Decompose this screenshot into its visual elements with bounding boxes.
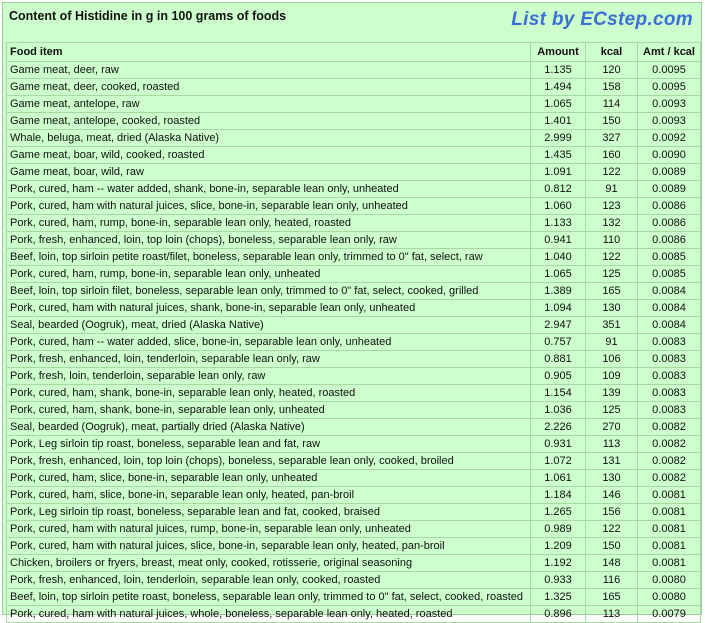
cell-amount: 1.435 [531, 147, 586, 164]
table-row [7, 351, 701, 368]
cell-amt-per-kcal: 0.0084 [638, 317, 701, 334]
cell-kcal: 148 [586, 555, 638, 572]
cell-food-item: Game meat, antelope, cooked, roasted [7, 113, 531, 130]
cell-kcal: 91 [586, 334, 638, 351]
brand-logo-text[interactable]: List by ECstep.com [511, 9, 693, 30]
cell-amount: 1.133 [531, 215, 586, 232]
table-row [7, 300, 701, 317]
cell-amt-per-kcal: 0.0081 [638, 521, 701, 538]
cell-food-item: Pork, fresh, enhanced, loin, top loin (chops), boneless, separable lean only, raw [7, 232, 531, 249]
table-row [7, 62, 701, 79]
cell-amount: 1.389 [531, 283, 586, 300]
cell-amount: 1.072 [531, 453, 586, 470]
table-row [7, 555, 701, 572]
cell-amount: 1.209 [531, 538, 586, 555]
cell-amt-per-kcal: 0.0092 [638, 130, 701, 147]
cell-amt-per-kcal: 0.0086 [638, 215, 701, 232]
cell-amount: 0.812 [531, 181, 586, 198]
table-row [7, 317, 701, 334]
cell-kcal: 156 [586, 504, 638, 521]
cell-kcal: 114 [586, 96, 638, 113]
cell-food-item: Pork, cured, ham, slice, bone-in, separable lean only, heated, pan-broil [7, 487, 531, 504]
cell-amount: 1.065 [531, 266, 586, 283]
table-row [7, 164, 701, 181]
table-row [7, 181, 701, 198]
cell-amount: 1.135 [531, 62, 586, 79]
table-body [7, 62, 701, 623]
cell-amount: 1.091 [531, 164, 586, 181]
cell-kcal: 150 [586, 113, 638, 130]
cell-food-item: Chicken, broilers or fryers, breast, meat only, cooked, rotisserie, original seasoning [7, 555, 531, 572]
header-kcal: kcal [586, 43, 638, 62]
cell-amount: 1.036 [531, 402, 586, 419]
cell-amt-per-kcal: 0.0082 [638, 453, 701, 470]
cell-amt-per-kcal: 0.0081 [638, 504, 701, 521]
cell-food-item: Pork, cured, ham with natural juices, shank, bone-in, separable lean only, unheated [7, 300, 531, 317]
cell-amt-per-kcal: 0.0082 [638, 419, 701, 436]
table-row [7, 538, 701, 555]
cell-amount: 1.494 [531, 79, 586, 96]
table-row [7, 470, 701, 487]
cell-food-item: Beef, loin, top sirloin petite roast, boneless, separable lean only, trimmed to 0" fat, select, cooked, roasted [7, 589, 531, 606]
cell-amt-per-kcal: 0.0089 [638, 164, 701, 181]
cell-kcal: 131 [586, 453, 638, 470]
cell-kcal: 160 [586, 147, 638, 164]
table-row [7, 249, 701, 266]
cell-kcal: 158 [586, 79, 638, 96]
cell-food-item: Seal, bearded (Oogruk), meat, dried (Alaska Native) [7, 317, 531, 334]
cell-food-item: Seal, bearded (Oogruk), meat, partially dried (Alaska Native) [7, 419, 531, 436]
cell-food-item: Pork, cured, ham, shank, bone-in, separable lean only, heated, roasted [7, 385, 531, 402]
cell-food-item: Pork, cured, ham -- water added, slice, bone-in, separable lean only, unheated [7, 334, 531, 351]
cell-amt-per-kcal: 0.0095 [638, 79, 701, 96]
cell-amt-per-kcal: 0.0081 [638, 487, 701, 504]
cell-amt-per-kcal: 0.0083 [638, 368, 701, 385]
table-row [7, 283, 701, 300]
table-row [7, 402, 701, 419]
cell-amt-per-kcal: 0.0090 [638, 147, 701, 164]
cell-amt-per-kcal: 0.0093 [638, 96, 701, 113]
table-row [7, 487, 701, 504]
table-row [7, 385, 701, 402]
cell-food-item: Pork, fresh, enhanced, loin, top loin (chops), boneless, separable lean only, cooked, broiled [7, 453, 531, 470]
cell-food-item: Pork, fresh, enhanced, loin, tenderloin, separable lean only, cooked, roasted [7, 572, 531, 589]
cell-kcal: 113 [586, 436, 638, 453]
cell-food-item: Pork, cured, ham, rump, bone-in, separable lean only, unheated [7, 266, 531, 283]
table-row [7, 232, 701, 249]
cell-amt-per-kcal: 0.0085 [638, 249, 701, 266]
cell-amount: 1.060 [531, 198, 586, 215]
content-frame [2, 2, 702, 620]
table-row [7, 266, 701, 283]
cell-amt-per-kcal: 0.0081 [638, 555, 701, 572]
table-row [7, 79, 701, 96]
table-row [7, 504, 701, 521]
cell-food-item: Whale, beluga, meat, dried (Alaska Native) [7, 130, 531, 147]
cell-amt-per-kcal: 0.0084 [638, 283, 701, 300]
cell-kcal: 122 [586, 249, 638, 266]
table-row [7, 147, 701, 164]
cell-food-item: Game meat, antelope, raw [7, 96, 531, 113]
cell-amount: 0.941 [531, 232, 586, 249]
cell-amount: 0.931 [531, 436, 586, 453]
page-title: Content of Histidine in g in 100 grams of foods [9, 9, 287, 23]
cell-kcal: 165 [586, 283, 638, 300]
cell-amount: 1.094 [531, 300, 586, 317]
cell-amt-per-kcal: 0.0085 [638, 266, 701, 283]
cell-amount: 1.065 [531, 96, 586, 113]
cell-amt-per-kcal: 0.0083 [638, 402, 701, 419]
table-row [7, 96, 701, 113]
cell-amt-per-kcal: 0.0093 [638, 113, 701, 130]
foods-table [6, 42, 701, 623]
cell-amt-per-kcal: 0.0081 [638, 538, 701, 555]
cell-amt-per-kcal: 0.0086 [638, 198, 701, 215]
cell-food-item: Game meat, deer, raw [7, 62, 531, 79]
cell-kcal: 106 [586, 351, 638, 368]
cell-kcal: 123 [586, 198, 638, 215]
cell-food-item: Pork, cured, ham, rump, bone-in, separable lean only, heated, roasted [7, 215, 531, 232]
cell-food-item: Pork, cured, ham, slice, bone-in, separable lean only, unheated [7, 470, 531, 487]
cell-amount: 0.896 [531, 606, 586, 623]
cell-food-item: Pork, Leg sirloin tip roast, boneless, separable lean and fat, cooked, braised [7, 504, 531, 521]
cell-food-item: Pork, cured, ham with natural juices, whole, boneless, separable lean only, heated, roasted [7, 606, 531, 623]
cell-amount: 2.947 [531, 317, 586, 334]
cell-kcal: 139 [586, 385, 638, 402]
table-header-row [7, 43, 701, 62]
table-row [7, 334, 701, 351]
cell-amt-per-kcal: 0.0086 [638, 232, 701, 249]
table-row [7, 419, 701, 436]
cell-amt-per-kcal: 0.0083 [638, 351, 701, 368]
cell-food-item: Pork, cured, ham, shank, bone-in, separable lean only, unheated [7, 402, 531, 419]
cell-kcal: 327 [586, 130, 638, 147]
cell-amount: 1.040 [531, 249, 586, 266]
cell-amount: 1.184 [531, 487, 586, 504]
cell-kcal: 91 [586, 181, 638, 198]
cell-food-item: Pork, cured, ham with natural juices, slice, bone-in, separable lean only, heated, pan-broil [7, 538, 531, 555]
header-amount: Amount [531, 43, 586, 62]
cell-amt-per-kcal: 0.0079 [638, 606, 701, 623]
table-row [7, 453, 701, 470]
table-row [7, 436, 701, 453]
cell-food-item: Game meat, deer, cooked, roasted [7, 79, 531, 96]
cell-amount: 1.401 [531, 113, 586, 130]
cell-food-item: Pork, cured, ham -- water added, shank, bone-in, separable lean only, unheated [7, 181, 531, 198]
table-row [7, 368, 701, 385]
cell-kcal: 122 [586, 164, 638, 181]
cell-amount: 1.192 [531, 555, 586, 572]
cell-food-item: Beef, loin, top sirloin filet, boneless, separable lean only, trimmed to 0" fat, select, cooked, grilled [7, 283, 531, 300]
cell-amt-per-kcal: 0.0080 [638, 572, 701, 589]
cell-food-item: Pork, fresh, loin, tenderloin, separable lean only, raw [7, 368, 531, 385]
cell-amt-per-kcal: 0.0082 [638, 436, 701, 453]
cell-kcal: 150 [586, 538, 638, 555]
cell-amount: 1.061 [531, 470, 586, 487]
table-row [7, 572, 701, 589]
cell-amt-per-kcal: 0.0083 [638, 334, 701, 351]
cell-amt-per-kcal: 0.0083 [638, 385, 701, 402]
cell-kcal: 125 [586, 266, 638, 283]
cell-amt-per-kcal: 0.0082 [638, 470, 701, 487]
cell-kcal: 165 [586, 589, 638, 606]
cell-food-item: Pork, fresh, enhanced, loin, tenderloin, separable lean only, raw [7, 351, 531, 368]
table-row [7, 589, 701, 606]
cell-food-item: Beef, loin, top sirloin petite roast/filet, boneless, separable lean only, trimmed to 0" fat, select, raw [7, 249, 531, 266]
cell-kcal: 351 [586, 317, 638, 334]
table-row [7, 113, 701, 130]
table-row [7, 521, 701, 538]
cell-kcal: 109 [586, 368, 638, 385]
cell-amt-per-kcal: 0.0095 [638, 62, 701, 79]
cell-food-item: Pork, cured, ham with natural juices, slice, bone-in, separable lean only, unheated [7, 198, 531, 215]
cell-kcal: 270 [586, 419, 638, 436]
cell-kcal: 125 [586, 402, 638, 419]
cell-food-item: Game meat, boar, wild, cooked, roasted [7, 147, 531, 164]
cell-amount: 0.905 [531, 368, 586, 385]
cell-kcal: 116 [586, 572, 638, 589]
cell-food-item: Game meat, boar, wild, raw [7, 164, 531, 181]
cell-amt-per-kcal: 0.0089 [638, 181, 701, 198]
cell-food-item: Pork, cured, ham with natural juices, rump, bone-in, separable lean only, unheated [7, 521, 531, 538]
cell-food-item: Pork, Leg sirloin tip roast, boneless, separable lean and fat, raw [7, 436, 531, 453]
cell-amount: 0.881 [531, 351, 586, 368]
cell-kcal: 122 [586, 521, 638, 538]
cell-kcal: 146 [586, 487, 638, 504]
cell-amount: 0.933 [531, 572, 586, 589]
cell-amount: 0.989 [531, 521, 586, 538]
header-amt-per-kcal: Amt / kcal [638, 43, 701, 62]
cell-kcal: 130 [586, 300, 638, 317]
cell-amount: 2.999 [531, 130, 586, 147]
cell-amt-per-kcal: 0.0080 [638, 589, 701, 606]
cell-kcal: 113 [586, 606, 638, 623]
header-food-item: Food item [7, 43, 531, 62]
cell-kcal: 110 [586, 232, 638, 249]
cell-kcal: 132 [586, 215, 638, 232]
cell-amt-per-kcal: 0.0084 [638, 300, 701, 317]
cell-amount: 1.325 [531, 589, 586, 606]
table-row [7, 130, 701, 147]
table-row [7, 215, 701, 232]
cell-amount: 2.226 [531, 419, 586, 436]
cell-kcal: 130 [586, 470, 638, 487]
cell-amount: 1.154 [531, 385, 586, 402]
cell-amount: 0.757 [531, 334, 586, 351]
table-row [7, 198, 701, 215]
cell-kcal: 120 [586, 62, 638, 79]
cell-amount: 1.265 [531, 504, 586, 521]
